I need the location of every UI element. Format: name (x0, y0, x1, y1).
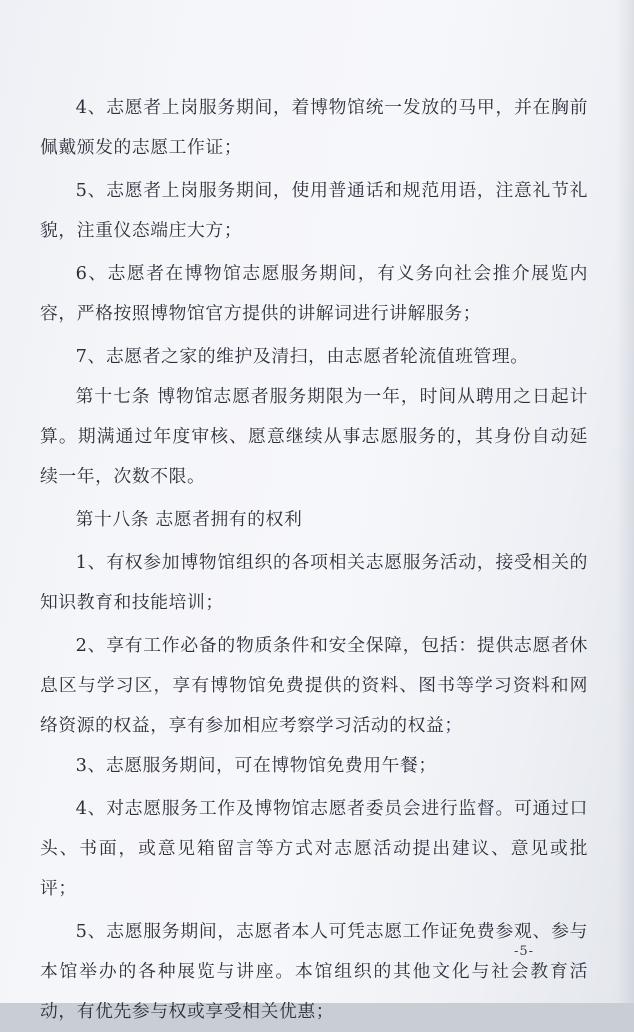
paragraph-right-1: 1、有权参加博物馆组织的各项相关志愿服务活动，接受相关的知识教育和技能培训； (40, 552, 588, 613)
page-number: -5- (514, 944, 535, 959)
paragraph-right-5: 5、志愿服务期间，志愿者本人可凭志愿工作证免费参观、参与本馆举办的各种展览与讲座。本馆组织的其他文化与社会教育活动，有优先参与权或享受相关优惠； (40, 921, 588, 1022)
article-17: 第十七条 博物馆志愿者服务期限为一年，时间从聘用之日起计算。期满通过年度审核、愿意继续从事志愿服务的，其身份自动延续一年，次数不限。 (40, 386, 588, 487)
paragraph-right-4: 4、对志愿服务工作及博物馆志愿者委员会进行监督。可通过口头、书面，或意见箱留言等方式对志愿活动提出建议、意见或批评； (40, 798, 588, 899)
paragraph-duty-7: 7、志愿者之家的维护及清扫，由志愿者轮流值班管理。 (75, 346, 529, 367)
page-edge-shadow (616, 0, 634, 1003)
paragraph-duty-4: 4、志愿者上岗服务期间，着博物馆统一发放的马甲，并在胸前佩戴颁发的志愿工作证； (40, 97, 588, 158)
paragraph-right-2: 2、享有工作必备的物质条件和安全保障，包括：提供志愿者休息区与学习区，享有博物馆免费提供的资料、图书等学习资料和网络资源的权益，享有参加相应考察学习活动的权益； (40, 635, 588, 736)
paragraph-duty-6: 6、志愿者在博物馆志愿服务期间，有义务向社会推介展览内容，严格按照博物馆官方提供的讲解词进行讲解服务； (40, 263, 588, 324)
document-body (40, 88, 588, 1032)
article-18-heading: 第十八条 志愿者拥有的权利 (75, 509, 303, 530)
paragraph-duty-5: 5、志愿者上岗服务期间，使用普通话和规范用语，注意礼节礼貌，注重仪态端庄大方； (40, 180, 588, 241)
paragraph-right-3: 3、志愿服务期间，可在博物馆免费用午餐； (75, 755, 437, 776)
